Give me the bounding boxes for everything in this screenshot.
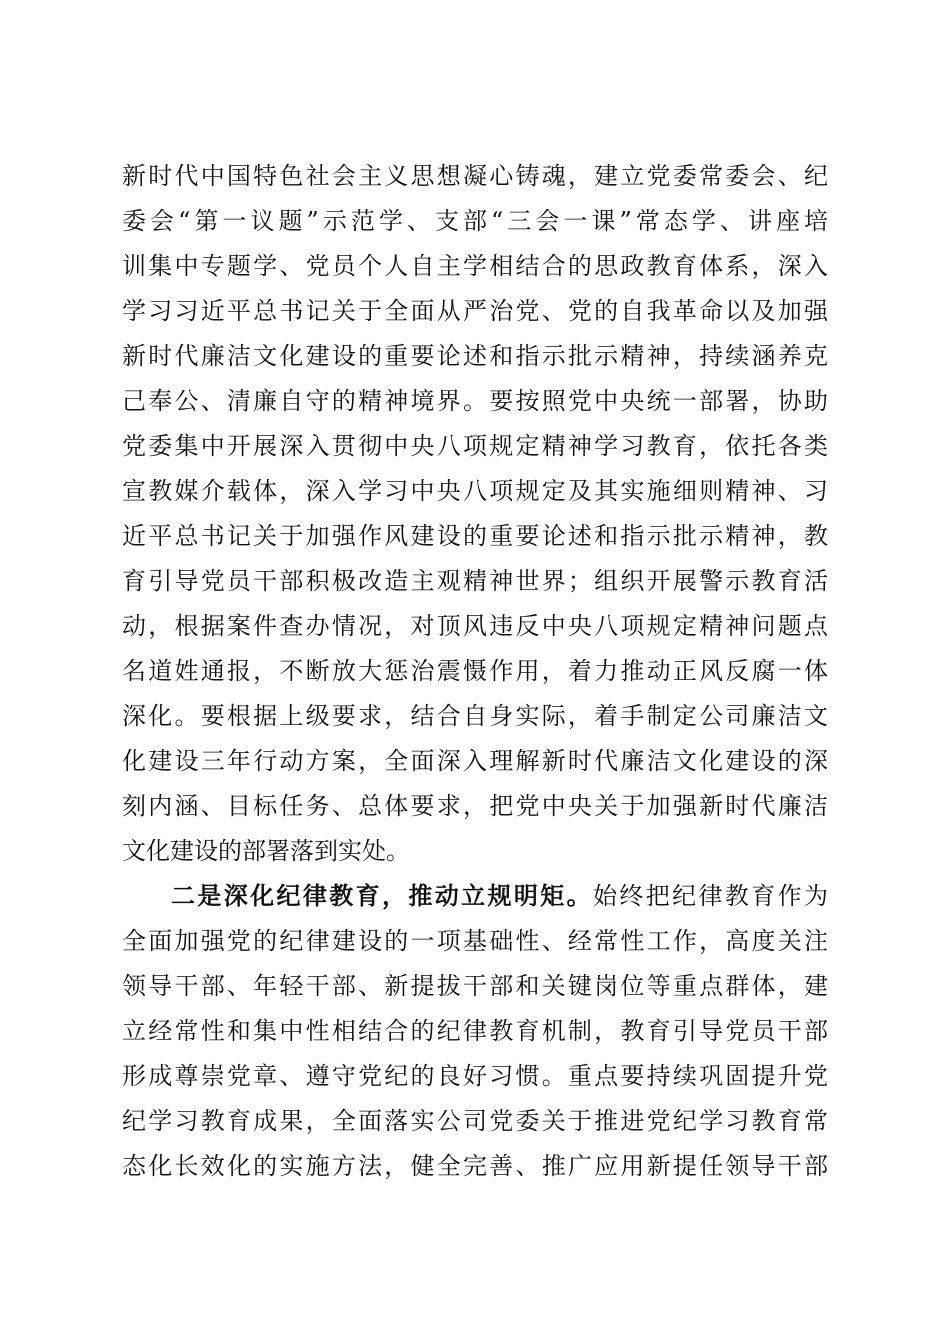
paragraph1-line: 训集中专题学、党员个人自主学相结合的思政教育体系，深入 — [122, 252, 828, 280]
paragraph2-line: 立经常性和集中性相结合的纪律教育机制，教育引导党员干部 — [122, 1017, 828, 1045]
paragraph2-first-line-text: 始终把纪律教育作为 — [593, 882, 828, 910]
paragraph1-line: 动，根据案件查办情况，对顶风违反中央八项规定精神问题点 — [122, 612, 828, 640]
paragraph1-line: 近平总书记关于加强作风建设的重要论述和指示批示精神，教 — [122, 522, 828, 550]
paragraph1-line: 名道姓通报，不断放大惩治震慑作用，着力推动正风反腐一体 — [122, 657, 828, 685]
paragraph1-line: 新时代中国特色社会主义思想凝心铸魂，建立党委常委会、纪 — [122, 162, 828, 190]
paragraph2-first-line — [171, 876, 828, 916]
paragraph1-line: 深化。要根据上级要求，结合自身实际，着手制定公司廉洁文 — [122, 702, 828, 730]
paragraph1-line: 学习习近平总书记关于全面从严治党、党的自我革命以及加强 — [122, 297, 828, 325]
paragraph1-line: 己奉公、清廉自守的精神境界。要按照党中央统一部署，协助 — [122, 387, 828, 415]
paragraph2-line: 纪学习教育成果，全面落实公司党委关于推进党纪学习教育常 — [122, 1107, 828, 1135]
paragraph1-line: 宣教媒介载体，深入学习中央八项规定及其实施细则精神、习 — [122, 477, 828, 505]
paragraph2-heading: 二是深化纪律教育，推动立规明矩。 — [171, 881, 593, 910]
paragraph2-line: 领导干部、年轻干部、新提拔干部和关键岗位等重点群体，建 — [122, 972, 828, 1000]
paragraph1-line: 新时代廉洁文化建设的重要论述和指示批示精神，持续涵养克 — [122, 342, 828, 370]
paragraph1-line: 委会“第一议题”示范学、支部“三会一课”常态学、讲座培 — [122, 207, 828, 235]
paragraph1-line: 化建设三年行动方案，全面深入理解新时代廉洁文化建设的深 — [122, 747, 828, 775]
paragraph1-line: 刻内涵、目标任务、总体要求，把党中央关于加强新时代廉洁 — [122, 792, 828, 820]
paragraph2-line: 全面加强党的纪律建设的一项基础性、经常性工作，高度关注 — [122, 927, 828, 955]
paragraph2-line: 态化长效化的实施方法，健全完善、推广应用新提任领导干部 — [122, 1152, 828, 1180]
paragraph1-line: 党委集中开展深入贯彻中央八项规定精神学习教育，依托各类 — [122, 432, 828, 460]
paragraph1-line: 育引导党员干部积极改造主观精神世界；组织开展警示教育活 — [122, 567, 828, 595]
paragraph2-line: 形成尊崇党章、遵守党纪的良好习惯。重点要持续巩固提升党 — [122, 1062, 828, 1090]
paragraph1-line: 文化建设的部署落到实处。 — [122, 837, 410, 865]
